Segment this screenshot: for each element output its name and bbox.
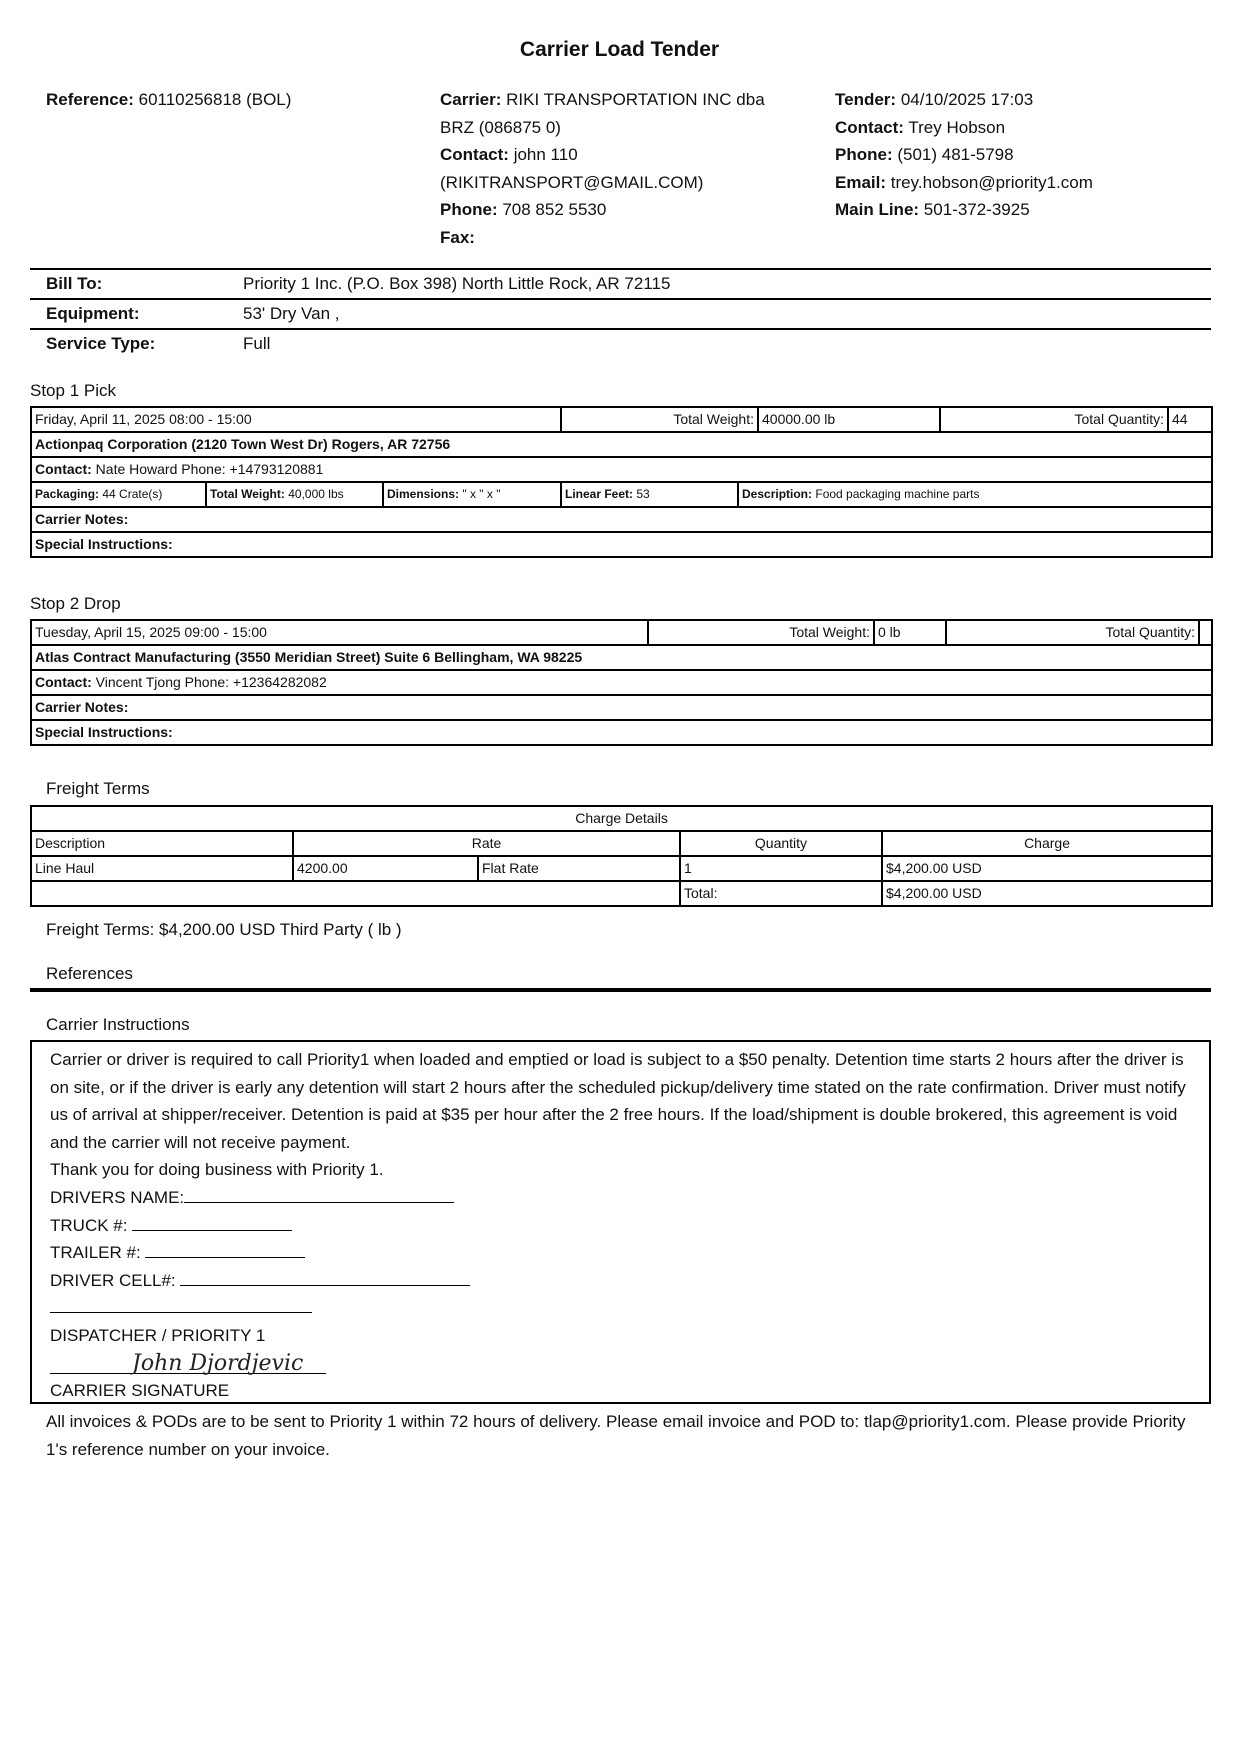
drivers-name-blank bbox=[184, 1201, 454, 1203]
charge-rate-type: Flat Rate bbox=[478, 856, 680, 881]
col-rate: Rate bbox=[293, 831, 680, 856]
carrier-name-line2: BRZ (086875 0) bbox=[440, 117, 561, 137]
thanks-line: Thank you for doing business with Priority 1. bbox=[50, 1160, 384, 1180]
total-amount: $4,200.00 USD bbox=[882, 881, 1212, 906]
stop1-total-qty-label: Total Quantity: bbox=[940, 408, 1168, 431]
stop1-date: Friday, April 11, 2025 08:00 - 15:00 bbox=[31, 407, 561, 432]
packaging-label: Packaging: bbox=[35, 487, 100, 501]
carrier-instructions-title: Carrier Instructions bbox=[46, 1015, 190, 1034]
stop1-title: Stop 1 Pick bbox=[30, 381, 116, 400]
carrier-phone-label: Phone: bbox=[440, 200, 498, 219]
item-weight-label: Total Weight: bbox=[210, 487, 285, 501]
carrier-signature-field bbox=[50, 1350, 1200, 1378]
truck-blank bbox=[132, 1229, 292, 1231]
item-weight-value: 40,000 lbs bbox=[288, 487, 344, 501]
stop2-date: Tuesday, April 15, 2025 09:00 - 15:00 bbox=[31, 620, 648, 645]
bill-to-row bbox=[30, 268, 1211, 298]
stop2-table bbox=[30, 619, 1213, 746]
description-label: Description: bbox=[742, 487, 813, 501]
reference-value: 60110256818 (BOL) bbox=[138, 90, 292, 109]
bill-to-value: Priority 1 Inc. (P.O. Box 398) North Little Rock, AR 72115 bbox=[243, 274, 671, 293]
tender-mainline-label: Main Line: bbox=[835, 200, 920, 219]
tender-block bbox=[835, 86, 1215, 224]
carrier-block bbox=[440, 86, 800, 251]
equipment-label: Equipment: bbox=[46, 304, 140, 323]
stop2-total-qty bbox=[1199, 620, 1212, 645]
trailer-field: TRAILER #: bbox=[50, 1239, 1200, 1267]
stop1-total-qty: 44 bbox=[1172, 411, 1188, 427]
col-description: Description bbox=[31, 831, 293, 856]
stop1-contact: Nate Howard Phone: +14793120881 bbox=[95, 461, 324, 477]
svg-text:John Djordjevic: John Djordjevic bbox=[132, 1350, 304, 1376]
carrier-phone: 708 852 5530 bbox=[502, 200, 607, 219]
stop1-contact-label: Contact: bbox=[35, 461, 92, 477]
charge-details-table bbox=[30, 805, 1213, 907]
tender-phone: (501) 481-5798 bbox=[897, 145, 1014, 164]
equipment-row bbox=[30, 298, 1211, 328]
dispatcher-label: DISPATCHER / PRIORITY 1 bbox=[50, 1325, 266, 1345]
col-charge: Charge bbox=[882, 831, 1212, 856]
freight-terms-title: Freight Terms bbox=[46, 779, 150, 798]
driver-cell-field: DRIVER CELL#: bbox=[50, 1267, 1200, 1295]
driver-cell-blank bbox=[180, 1284, 470, 1286]
dimensions-value: " x " x " bbox=[462, 487, 501, 501]
carrier-contact-email: (RIKITRANSPORT@GMAIL.COM) bbox=[440, 172, 704, 192]
handwritten-signature bbox=[130, 1344, 310, 1378]
reference-block bbox=[46, 86, 426, 114]
stop2-special-instructions: Special Instructions: bbox=[31, 720, 1212, 745]
charge-description: Line Haul bbox=[31, 856, 293, 881]
trailer-blank bbox=[145, 1256, 305, 1258]
service-type-label: Service Type: bbox=[46, 334, 156, 353]
tender-phone-label: Phone: bbox=[835, 145, 893, 164]
references-title: References bbox=[46, 964, 133, 983]
stop1-table bbox=[30, 406, 1213, 558]
drivers-name-field: DRIVERS NAME: bbox=[50, 1184, 1200, 1212]
stop1-carrier-notes: Carrier Notes: bbox=[31, 507, 1212, 532]
stop1-special-instructions: Special Instructions: bbox=[31, 532, 1212, 557]
stop2-carrier-notes: Carrier Notes: bbox=[31, 695, 1212, 720]
service-type-row bbox=[30, 328, 1211, 358]
stop2-address: Atlas Contract Manufacturing (3550 Meridian Street) Suite 6 Bellingham, WA 98225 bbox=[31, 645, 1212, 670]
freight-terms-line: Freight Terms: $4,200.00 USD Third Party ( lb ) bbox=[46, 920, 402, 939]
tender-contact: Trey Hobson bbox=[908, 117, 1006, 137]
bill-to-section bbox=[30, 268, 1211, 358]
stop2-total-weight: 0 lb bbox=[874, 620, 946, 645]
stop2-total-weight-label: Total Weight: bbox=[648, 620, 874, 645]
footer-note: All invoices & PODs are to be sent to Priority 1 within 72 hours of delivery. Please email invoice and POD to: tlap@priority1.com. Please provide Priority 1's reference number on your invoice. bbox=[46, 1412, 1186, 1459]
tender-mainline: 501-372-3925 bbox=[923, 200, 1030, 219]
carrier-signature-label: CARRIER SIGNATURE bbox=[50, 1381, 230, 1401]
tender-date: 04/10/2025 17:03 bbox=[900, 90, 1034, 109]
reference-label: Reference: bbox=[46, 90, 134, 109]
linear-feet-value: 53 bbox=[636, 487, 650, 501]
stop2-title: Stop 2 Drop bbox=[30, 594, 121, 613]
tender-email-label: Email: bbox=[835, 172, 887, 192]
total-label: Total: bbox=[680, 881, 882, 906]
dispatcher-signature-line bbox=[50, 1311, 312, 1313]
charge-amount: $4,200.00 USD bbox=[882, 856, 1212, 881]
stop2-total-qty-label: Total Quantity: bbox=[946, 620, 1199, 645]
tender-label: Tender: bbox=[835, 90, 897, 109]
service-type-value: Full bbox=[243, 334, 271, 353]
truck-field: TRUCK #: bbox=[50, 1212, 1200, 1240]
stop1-total-weight-label: Total Weight: bbox=[562, 408, 758, 431]
stop2-contact: Vincent Tjong Phone: +12364282082 bbox=[95, 674, 327, 690]
charge-details-header: Charge Details bbox=[31, 806, 1212, 831]
description-value: Food packaging machine parts bbox=[815, 487, 980, 501]
stop2-contact-label: Contact: bbox=[35, 674, 92, 690]
carrier-instructions-box bbox=[30, 1040, 1211, 1404]
page-title: Carrier Load Tender bbox=[519, 38, 720, 61]
carrier-fax-label: Fax: bbox=[440, 227, 475, 247]
carrier-contact-label: Contact: bbox=[440, 145, 509, 164]
packaging-value: 44 Crate(s) bbox=[102, 487, 163, 501]
carrier-contact: john 110 bbox=[513, 145, 578, 164]
tender-contact-label: Contact: bbox=[835, 117, 904, 137]
carrier-name: RIKI TRANSPORTATION INC dba bbox=[506, 90, 765, 109]
col-quantity: Quantity bbox=[680, 831, 882, 856]
tender-email: trey.hobson@priority1.com bbox=[890, 172, 1093, 192]
dimensions-label: Dimensions: bbox=[387, 487, 460, 501]
stop1-total-weight: 40000.00 lb bbox=[758, 408, 940, 431]
references-divider bbox=[30, 988, 1211, 992]
stop1-address: Actionpaq Corporation (2120 Town West Dr) Rogers, AR 72756 bbox=[31, 432, 1212, 457]
equipment-value: 53' Dry Van , bbox=[243, 304, 340, 323]
charge-quantity: 1 bbox=[680, 856, 882, 881]
instructions-paragraph: Carrier or driver is required to call Priority1 when loaded and emptied or load is subject to a $50 penalty. Detention time starts 2 hours after the driver is on site, or if the driver is early any detention will start 2 hours after the scheduled pickup/delivery time stated on the rate confirmation. Driver must notify us of arrival at shipper/receiver. Detention is paid at $35 per hour after the 2 free hours. If the load/shipment is double brokered, this agreement is void and the carrier will not receive payment. bbox=[50, 1050, 1186, 1152]
bill-to-label: Bill To: bbox=[46, 274, 103, 293]
charge-rate: 4200.00 bbox=[293, 856, 478, 881]
carrier-label: Carrier: bbox=[440, 90, 502, 109]
linear-feet-label: Linear Feet: bbox=[565, 487, 634, 501]
